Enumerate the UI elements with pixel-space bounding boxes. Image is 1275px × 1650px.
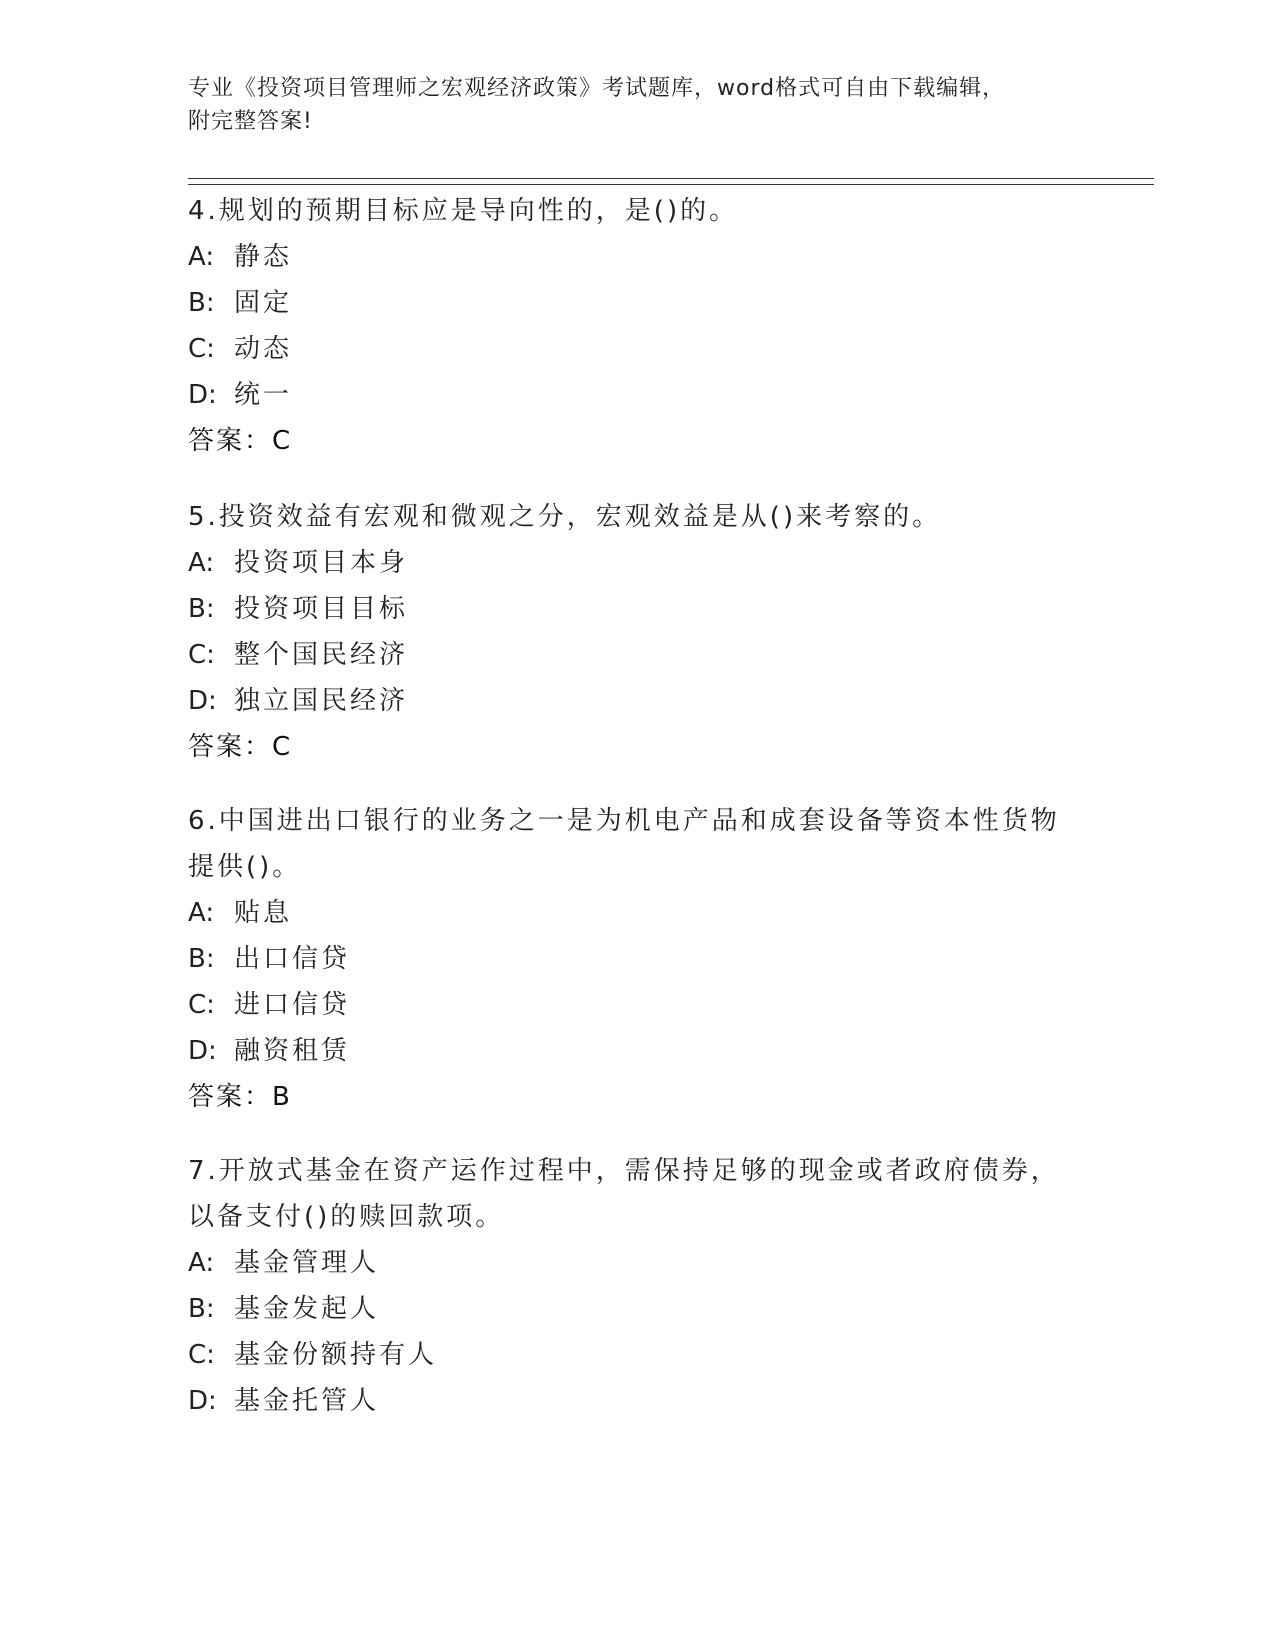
option-key: B: bbox=[188, 594, 215, 624]
option-key: D: bbox=[188, 380, 217, 410]
option-text: 融资租赁 bbox=[234, 1036, 351, 1066]
option-b bbox=[188, 586, 1088, 632]
answer-label: 答案： bbox=[188, 732, 273, 762]
header-line-1: 专业《投资项目管理师之宏观经济政策》考试题库，word格式可自由下载编辑， bbox=[188, 76, 1006, 101]
option-text: 统一 bbox=[234, 380, 293, 410]
option-a bbox=[188, 1240, 1088, 1286]
option-text: 出口信贷 bbox=[234, 944, 351, 974]
option-text: 基金管理人 bbox=[234, 1248, 380, 1278]
question-stem-line-2: 提供()。 bbox=[188, 852, 302, 882]
option-key: A: bbox=[188, 242, 215, 272]
option-key: D: bbox=[188, 686, 217, 716]
answer-value: B bbox=[272, 1082, 291, 1112]
question-stem: 4.规划的预期目标应是导向性的，是()的。 bbox=[188, 196, 739, 226]
option-text: 动态 bbox=[234, 334, 293, 364]
option-c bbox=[188, 982, 1088, 1028]
answer bbox=[188, 418, 1088, 464]
answer bbox=[188, 1074, 1088, 1120]
option-text: 固定 bbox=[234, 288, 293, 318]
option-text: 静态 bbox=[234, 242, 293, 272]
option-d bbox=[188, 678, 1088, 724]
option-c bbox=[188, 1332, 1088, 1378]
header-divider bbox=[188, 178, 1154, 185]
option-text: 整个国民经济 bbox=[234, 640, 409, 670]
answer-value: C bbox=[272, 732, 292, 762]
option-text: 基金发起人 bbox=[234, 1294, 380, 1324]
answer-label: 答案： bbox=[188, 426, 273, 456]
option-d bbox=[188, 372, 1088, 418]
option-key: A: bbox=[188, 548, 215, 578]
answer bbox=[188, 724, 1088, 770]
option-text: 基金份额持有人 bbox=[234, 1340, 438, 1370]
question-stem: 5.投资效益有宏观和微观之分，宏观效益是从()来考察的。 bbox=[188, 502, 942, 532]
option-key: B: bbox=[188, 288, 215, 318]
option-c bbox=[188, 632, 1088, 678]
option-c bbox=[188, 326, 1088, 372]
option-text: 基金托管人 bbox=[234, 1386, 380, 1416]
question-6 bbox=[188, 798, 1088, 1120]
question-4 bbox=[188, 188, 1088, 464]
option-key: C: bbox=[188, 640, 215, 670]
option-a bbox=[188, 890, 1088, 936]
option-key: C: bbox=[188, 1340, 215, 1370]
header-line-2: 附完整答案! bbox=[188, 109, 313, 134]
option-b bbox=[188, 280, 1088, 326]
question-7 bbox=[188, 1148, 1088, 1424]
option-key: B: bbox=[188, 1294, 215, 1324]
option-key: C: bbox=[188, 334, 215, 364]
option-text: 投资项目目标 bbox=[234, 594, 409, 624]
question-stem-line-2: 以备支付()的赎回款项。 bbox=[188, 1202, 505, 1232]
option-d bbox=[188, 1028, 1088, 1074]
document-header bbox=[188, 72, 1068, 138]
option-key: A: bbox=[188, 1248, 215, 1278]
option-d bbox=[188, 1378, 1088, 1424]
option-key: B: bbox=[188, 944, 215, 974]
option-key: D: bbox=[188, 1036, 217, 1066]
option-text: 贴息 bbox=[234, 898, 293, 928]
option-a bbox=[188, 234, 1088, 280]
option-text: 进口信贷 bbox=[234, 990, 351, 1020]
option-text: 独立国民经济 bbox=[234, 686, 409, 716]
option-key: C: bbox=[188, 990, 215, 1020]
answer-label: 答案： bbox=[188, 1082, 273, 1112]
answer-value: C bbox=[272, 426, 292, 456]
question-stem-line-1: 7.开放式基金在资产运作过程中，需保持足够的现金或者政府债券， bbox=[188, 1156, 1060, 1186]
question-stem-line-1: 6.中国进出口银行的业务之一是为机电产品和成套设备等资本性货物 bbox=[188, 806, 1060, 836]
option-b bbox=[188, 936, 1088, 982]
option-b bbox=[188, 1286, 1088, 1332]
option-key: A: bbox=[188, 898, 215, 928]
option-text: 投资项目本身 bbox=[234, 548, 409, 578]
question-5 bbox=[188, 494, 1088, 770]
option-key: D: bbox=[188, 1386, 217, 1416]
option-a bbox=[188, 540, 1088, 586]
